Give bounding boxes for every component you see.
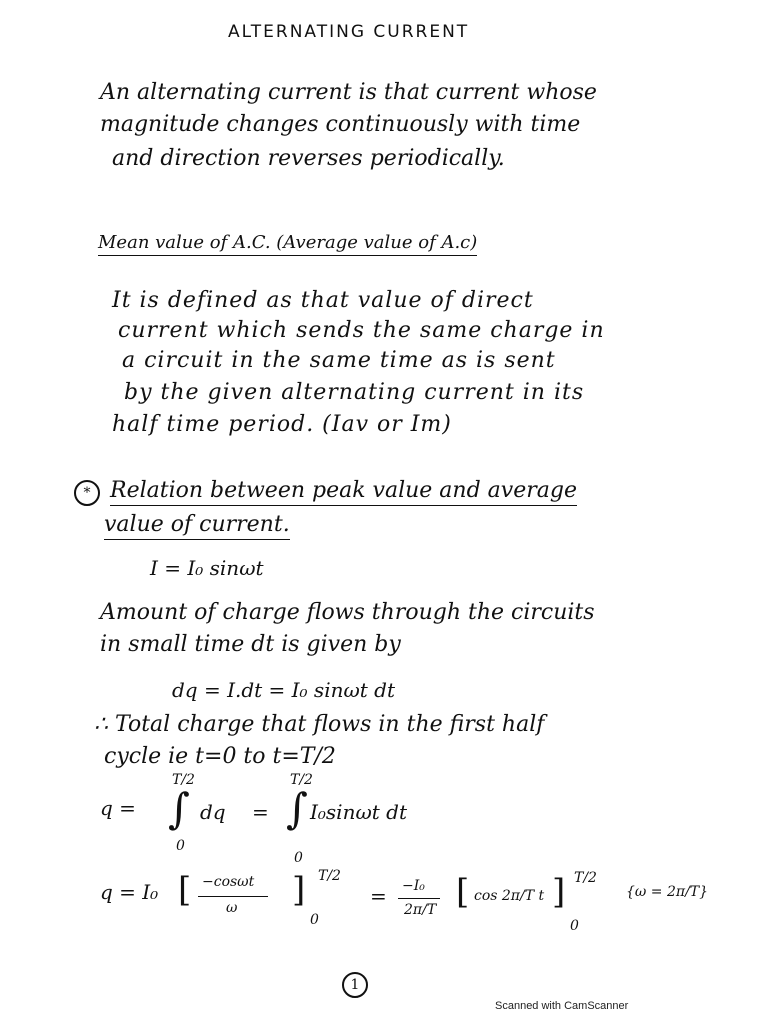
- eq4-lower-limit: 0: [310, 912, 319, 928]
- eq3-equals: =: [252, 800, 269, 824]
- eq3-integrand-2: I₀sinωt dt: [310, 800, 408, 824]
- eq4-upper-limit-2: T/2: [574, 870, 597, 886]
- omega-note: {ω = 2π/T}: [626, 884, 709, 900]
- equation-current: I = I₀ sinωt: [150, 556, 264, 580]
- eq3-integrand-1: dq: [200, 800, 226, 824]
- right-bracket-icon: ]: [292, 870, 306, 910]
- right-bracket-icon: ]: [552, 872, 566, 912]
- definition-line-3: and direction reverses periodically.: [112, 146, 505, 171]
- mean-text-line-3: a circuit in the same time as is sent: [122, 348, 556, 373]
- charge-text-line-2: in small time dt is given by: [100, 632, 401, 657]
- eq4-bracket1-denominator: ω: [226, 900, 238, 916]
- eq4-equals: =: [370, 884, 387, 908]
- mean-text-line-2: current which sends the same charge in: [118, 318, 605, 343]
- charge-text-line-1: Amount of charge flows through the circuits: [100, 600, 595, 625]
- eq3-lhs: q =: [100, 796, 136, 820]
- mean-text-line-4: by the given alternating current in its: [124, 380, 585, 405]
- integral-sign-1-icon: ∫: [168, 784, 190, 833]
- eq3-upper-limit-1: T/2: [172, 772, 195, 788]
- left-bracket-icon: [: [178, 870, 192, 910]
- definition-line-2: magnitude changes continuously with time: [100, 112, 581, 137]
- definition-line-1: An alternating current is that current whose: [100, 80, 597, 105]
- eq3-upper-limit-2: T/2: [290, 772, 313, 788]
- relation-heading-line-1: Relation between peak value and average: [110, 478, 577, 506]
- relation-heading-line-2: value of current.: [104, 512, 290, 540]
- mean-text-line-1: It is defined as that value of direct: [112, 288, 534, 313]
- star-bullet-icon: *: [74, 480, 100, 506]
- scanner-watermark: Scanned with CamScanner: [495, 1000, 629, 1012]
- eq4-bracket2: cos 2π/T t: [474, 888, 545, 904]
- total-charge-line-1: ∴ Total charge that flows in the first half: [94, 712, 545, 737]
- total-charge-line-2: cycle ie t=0 to t=T/2: [104, 744, 336, 769]
- eq3-lower-limit-2: 0: [294, 850, 303, 866]
- mean-text-line-5: half time period. (Iav or Im): [112, 412, 452, 437]
- eq4-lhs: q = I₀: [100, 880, 159, 904]
- fraction-bar: [198, 896, 268, 897]
- mean-value-heading: Mean value of A.C. (Average value of A.c): [98, 232, 477, 256]
- eq4-coefficient-denominator: 2π/T: [404, 902, 437, 918]
- integral-sign-2-icon: ∫: [286, 784, 308, 833]
- left-bracket-icon: [: [456, 872, 470, 912]
- page-title: ALTERNATING CURRENT: [228, 22, 470, 42]
- eq4-coefficient-numerator: −I₀: [402, 878, 425, 894]
- eq4-bracket1-numerator: −cosωt: [202, 874, 255, 890]
- fraction-bar: [398, 898, 440, 899]
- equation-dq: dq = I.dt = I₀ sinωt dt: [172, 678, 396, 702]
- eq3-lower-limit-1: 0: [176, 838, 185, 854]
- eq4-lower-limit-2: 0: [570, 918, 579, 934]
- eq4-upper-limit: T/2: [318, 868, 341, 884]
- page-number: 1: [342, 972, 368, 998]
